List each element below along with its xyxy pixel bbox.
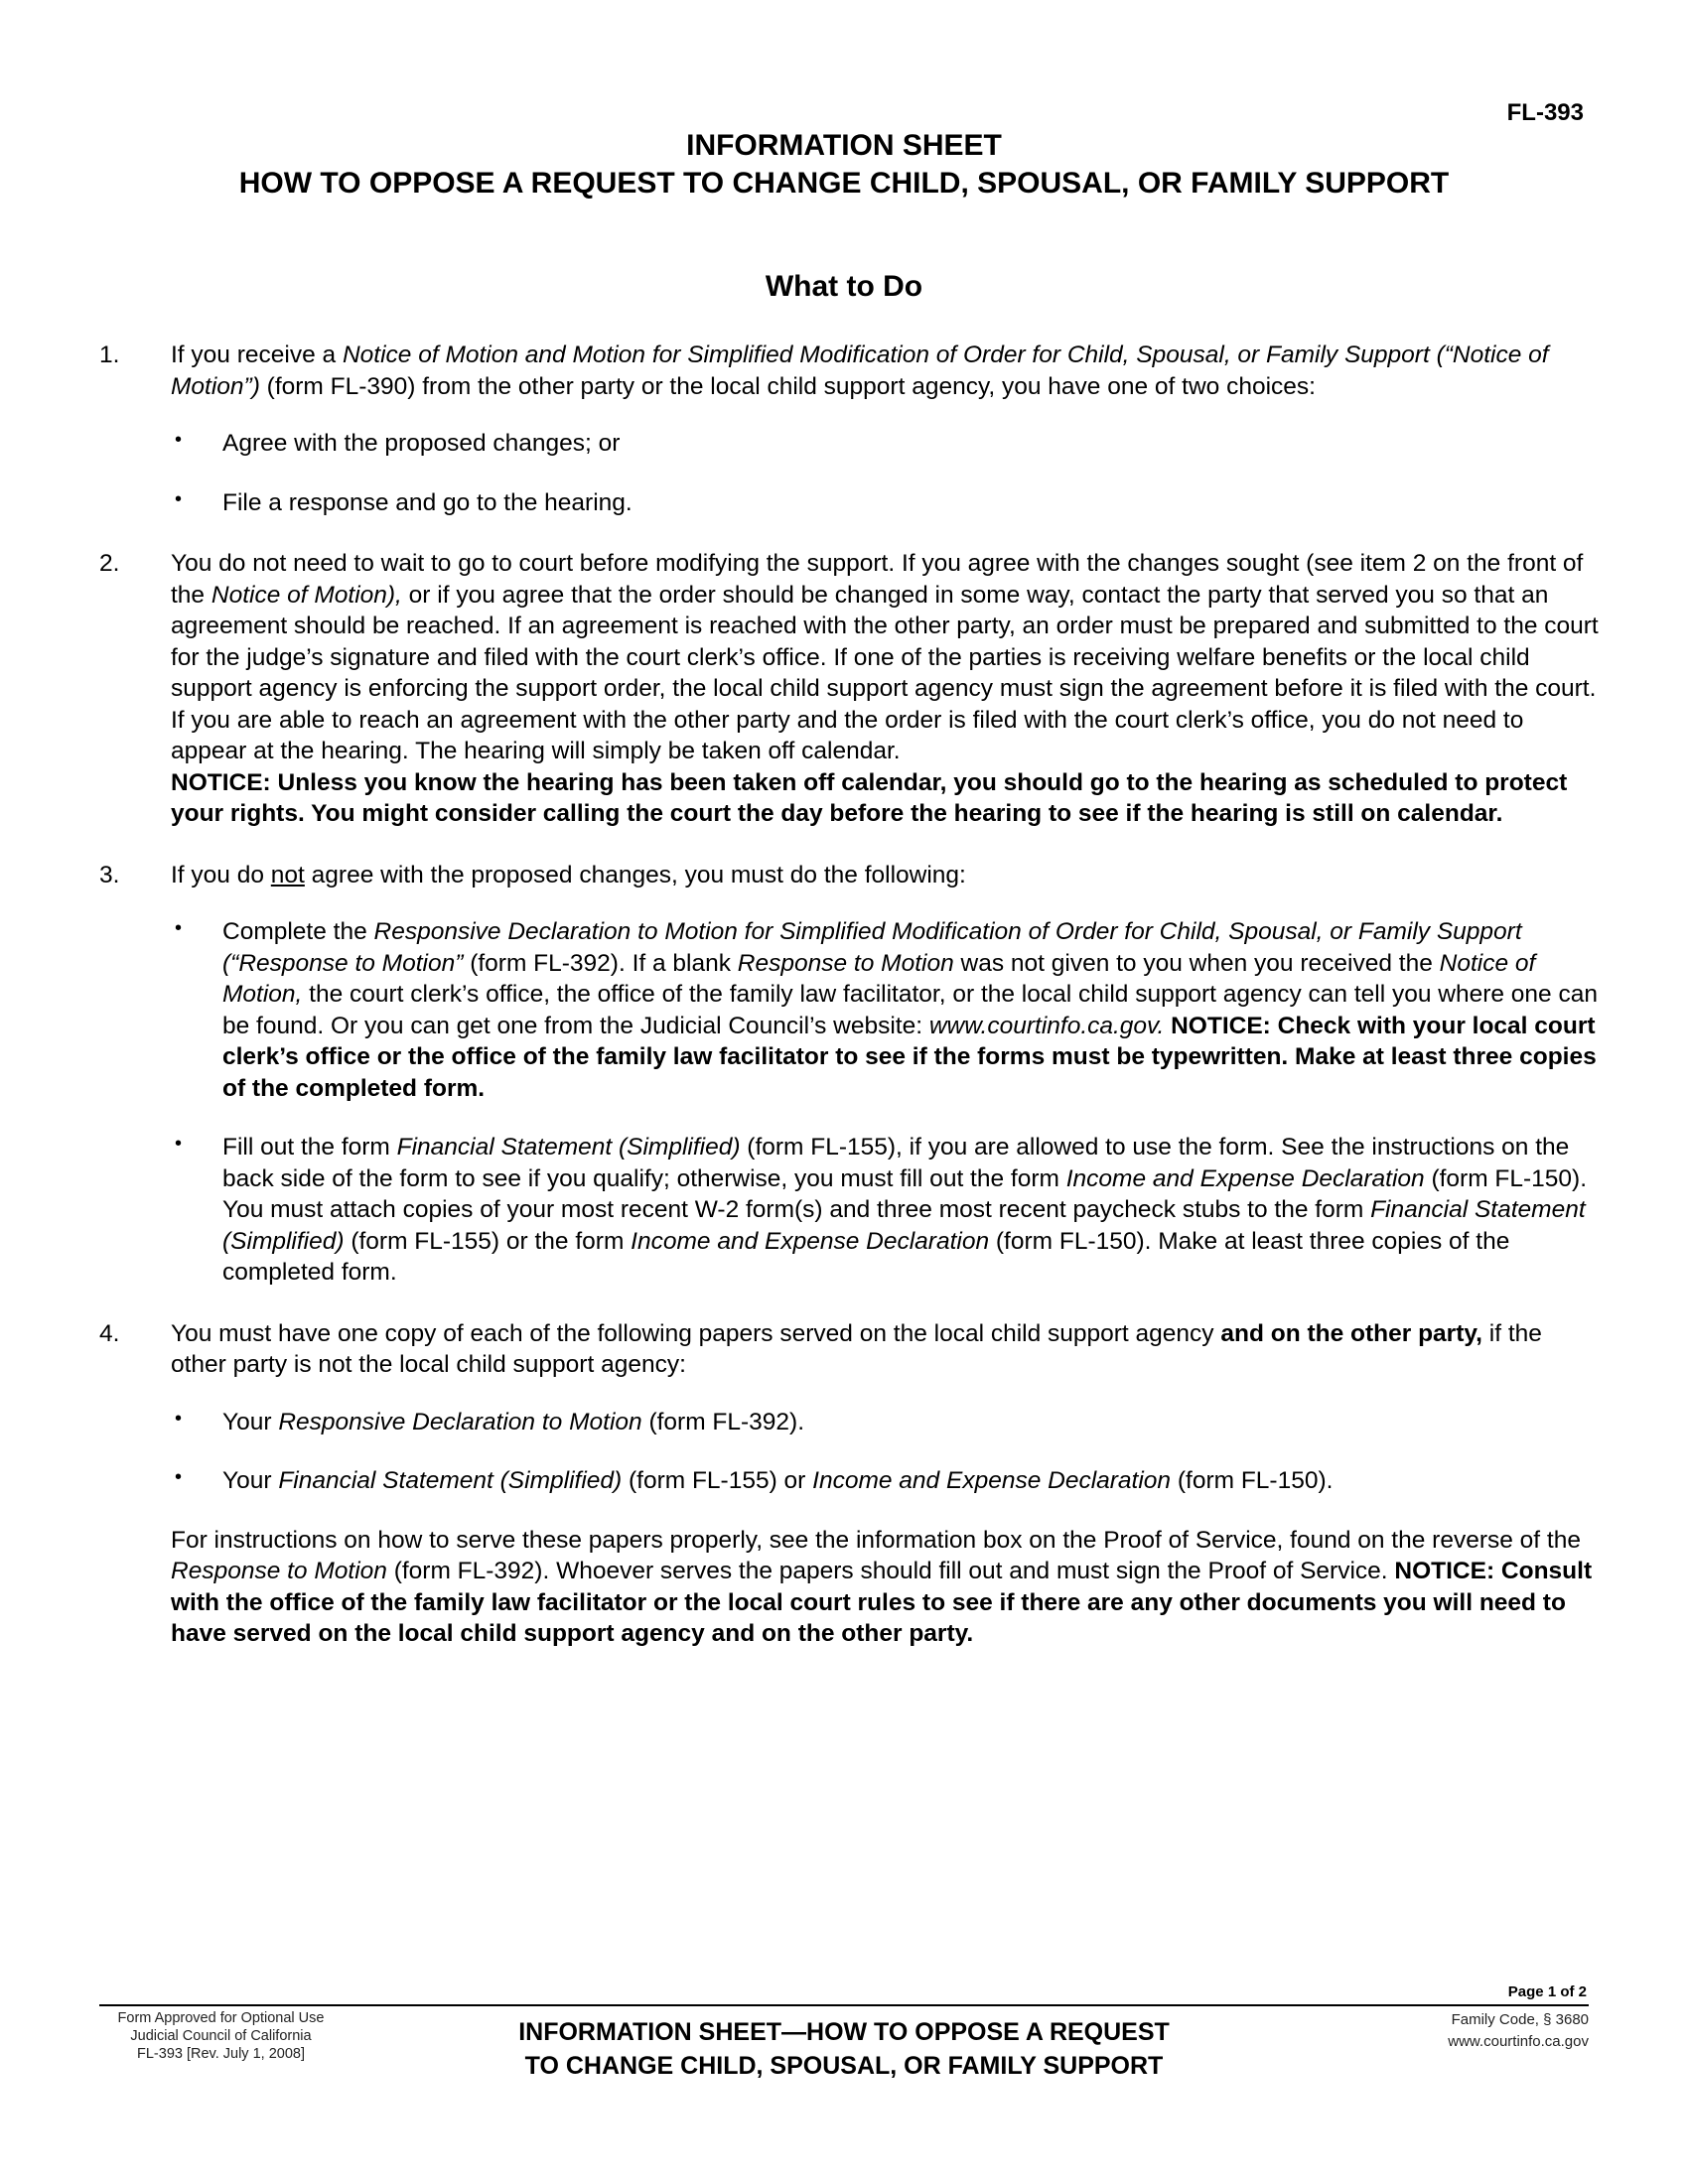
bullet-icon: • (175, 917, 183, 939)
instruction-item-4 (99, 1318, 1604, 1650)
bullet-icon: • (175, 1407, 183, 1430)
form-number: FL-393 (1506, 99, 1584, 126)
item-text: You do not need to wait to go to court before modifying the support. If you agree with the changes sought (see item 2 on the front of the Notice of Motion), or if you agree that the order should be changed in some way, contact the party that served you so that an agreement should be reached. If an agreement is reached with the other party, an order must be prepared and submitted to the court for the judge’s signature and filed with the court clerk’s office. If one of the parties is receiving welfare benefits or the local child support agency is enforcing the support order, the local child support agency must sign the agreement before it is filed with the court. If you are able to reach an agreement with the other party and the order is filed with the court clerk’s office, you do not need to appear at the hearing. The hearing will simply be taken off calendar. (171, 550, 1599, 764)
notice-text: NOTICE: Unless you know the hearing has been taken off calendar, you should go to the hearing as scheduled to protect your rights. You might consider calling the court the day before the hearing to see if the hearing is still on calendar. (171, 768, 1568, 827)
item-text: If you receive a Notice of Motion and Motion for Simplified Modification of Order for Child, Spousal, or Family Support (“Notice of Motion”) (form FL-390) from the other party or the local child support agency, you have one of two choices: (171, 341, 1549, 400)
list-item: • Your Financial Statement (Simplified) (form FL-155) or Income and Expense Declaration (form FL-150). (171, 1465, 1604, 1497)
list-item: • Agree with the proposed changes; or (171, 428, 1604, 460)
bullet-icon: • (175, 1466, 183, 1488)
item-number: 3. (99, 861, 120, 888)
choice-list (171, 428, 1604, 518)
footer-title (417, 2015, 1271, 2083)
list-item: • Fill out the form Financial Statement (Simplified) (form FL-155), if you are allowed to use the form. See the instructions on the back side of the form to see if you qualify; otherwise, you must fill out the form Income and Expense Declaration (form FL-150). You must attach copies of your most recent W-2 form(s) and three most recent paycheck stubs to the form Financial Statement (Simplified) (form FL-155) or the form Income and Expense Declaration (form FL-150). Make at least three copies of the completed form. (171, 1132, 1604, 1289)
footer-references (1331, 2009, 1589, 2053)
bullet-icon: • (175, 1133, 183, 1155)
instruction-item-3 (99, 860, 1604, 1289)
footer-title-line: INFORMATION SHEET—HOW TO OPPOSE A REQUEST (518, 2018, 1170, 2046)
list-item: • File a response and go to the hearing. (171, 487, 1604, 519)
website-reference: www.courtinfo.ca.gov (1448, 2033, 1589, 2050)
footer-approval-line: FL-393 [Rev. July 1, 2008] (137, 2046, 305, 2062)
item-number: 1. (99, 341, 120, 368)
item-number: 2. (99, 550, 120, 577)
footer-approval (99, 2009, 343, 2063)
footer-divider (99, 2004, 1589, 2006)
instruction-item-2 (99, 548, 1604, 830)
instruction-item-1 (99, 340, 1604, 518)
title-line-2: HOW TO OPPOSE A REQUEST TO CHANGE CHILD, SPOUSAL, OR FAMILY SUPPORT (238, 167, 1450, 200)
code-reference: Family Code, § 3680 (1451, 2011, 1589, 2028)
papers-list (171, 1407, 1604, 1497)
footer-title-line: TO CHANGE CHILD, SPOUSAL, OR FAMILY SUPPORT (524, 2052, 1164, 2080)
footer-approval-line: Judicial Council of California (130, 2028, 312, 2044)
title-line-1: INFORMATION SHEET (686, 129, 1002, 162)
website-link-text: www.courtinfo.ca.gov. (928, 1012, 1165, 1039)
instructions-body (99, 340, 1604, 1680)
list-item: • Your Responsive Declaration to Motion (form FL-392). (171, 1407, 1604, 1438)
service-instructions: For instructions on how to serve these papers properly, see the information box on the Proof of Service, found on the reverse of the Response to Motion (form FL-392). Whoever serves the papers should fill out and must sign the Proof of Service. NOTICE: Consult with the office of the family law facilitator or the local court rules to see if there are any other documents you will need to have served on the local child support agency and on the other party. (171, 1526, 1593, 1647)
item-text: If you do not agree with the proposed changes, you must do the following: (171, 861, 966, 888)
bullet-icon: • (175, 429, 183, 451)
page-number: Page 1 of 2 (1507, 1983, 1587, 2000)
item-number: 4. (99, 1319, 120, 1347)
item-text: You must have one copy of each of the following papers served on the local child support agency and on the other party, if the other party is not the local child support agency: (171, 1319, 1542, 1378)
section-title: What to Do (765, 270, 923, 303)
step-list (171, 916, 1604, 1289)
footer-approval-line: Form Approved for Optional Use (117, 2010, 325, 2026)
page-title (0, 127, 1688, 203)
bullet-icon: • (175, 487, 183, 510)
list-item: • Complete the Responsive Declaration to Motion for Simplified Modification of Order for Child, Spousal, or Family Support (“Response to Motion” (form FL-392). If a blank Response to Motion was not given to you when you received the Notice of Motion, the court clerk’s office, the office of the family law facilitator, or the local child support agency can tell you where one can be found. Or you can get one from the Judicial Council’s website: www.courtinfo.ca.gov. NOTICE: Check with your local court clerk’s office or the office of the family law facilitator to see if the forms must be typewritten. Make at least three copies of the completed form. (171, 916, 1604, 1104)
